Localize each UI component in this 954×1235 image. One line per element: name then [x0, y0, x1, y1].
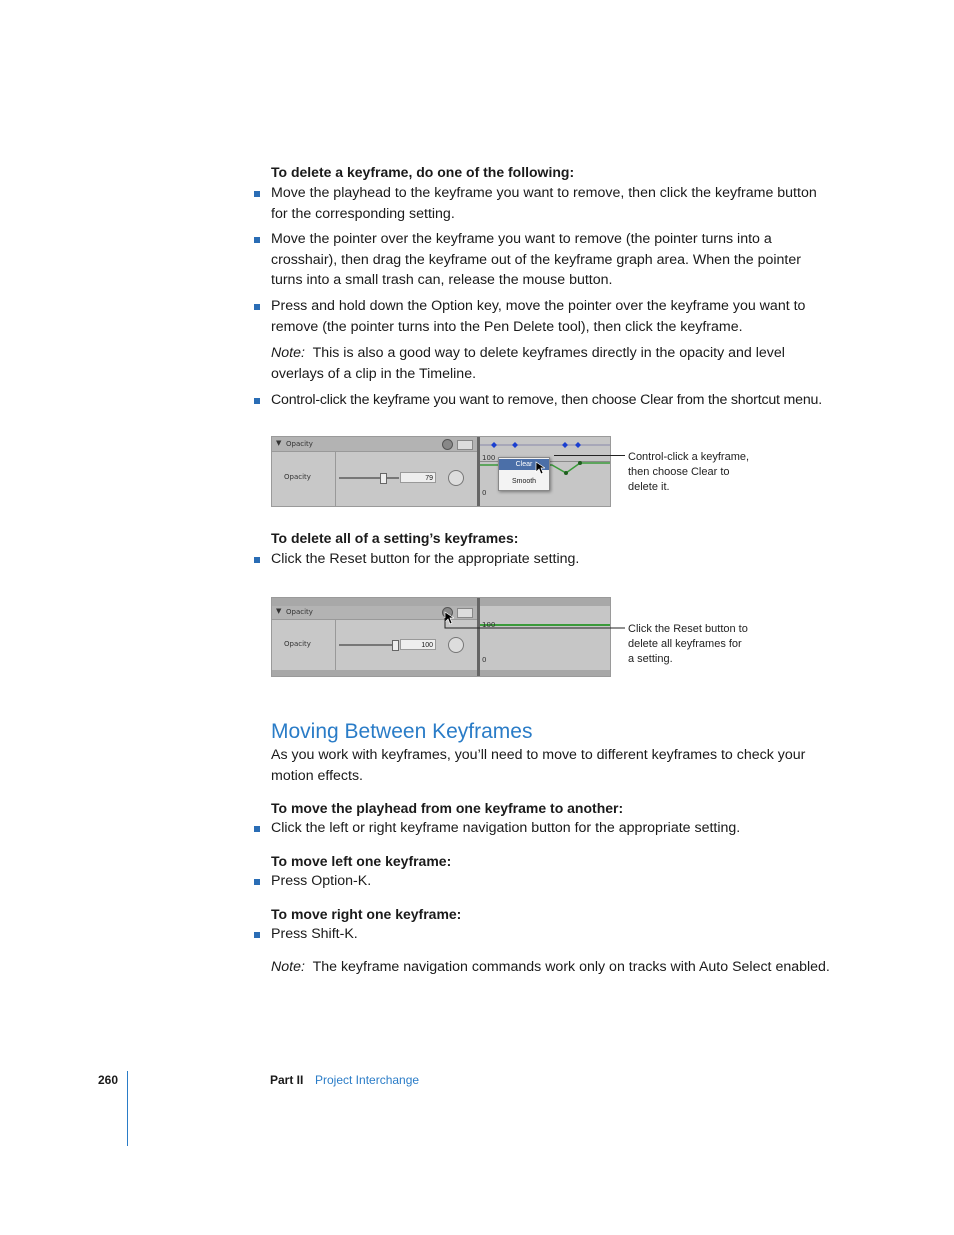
callout-line — [440, 618, 630, 634]
keyframe-marker-icon — [562, 442, 568, 448]
bullet-marker — [254, 557, 260, 563]
callout-line — [554, 455, 625, 456]
bullet-text: Move the playhead to the keyframe you want to remove, then click the keyframe button for the corresponding setting. — [271, 185, 817, 222]
keyframe-graph[interactable] — [480, 606, 610, 670]
disclosure-triangle-icon: ▼ — [276, 439, 282, 447]
bullet-marker — [254, 191, 260, 197]
bullet-marker — [254, 398, 260, 404]
note-text: The keyframe navigation commands work only on tracks with Auto Select enabled. — [312, 959, 830, 975]
graph-bottom-label: 0 — [482, 656, 487, 664]
bullet-text: Move the pointer over the keyframe you want to remove (the pointer turns into a crosshair), then drag the keyframe out of the keyframe graph area. When the pointer turns into a small trash can, release the mouse button. — [271, 231, 801, 288]
reset-button[interactable] — [442, 439, 453, 450]
column-divider — [335, 620, 336, 670]
param-header-label: Opacity — [286, 608, 313, 616]
task-heading-move-left: To move left one keyframe: — [271, 853, 452, 869]
figure-clear-keyframe — [271, 436, 611, 507]
column-divider — [335, 452, 336, 506]
slider-thumb[interactable] — [392, 640, 399, 651]
bullet-marker — [254, 932, 260, 938]
keyframe-marker-icon — [575, 442, 581, 448]
keyframe-nav-button[interactable] — [448, 470, 464, 486]
note-label: Note: — [271, 959, 305, 975]
figure-callout: Control-click a keyframe, then choose Clear to delete it. — [628, 451, 750, 493]
param-header-label: Opacity — [286, 440, 313, 448]
slider-thumb[interactable] — [380, 473, 387, 484]
bullet-marker — [254, 879, 260, 885]
note-text: This is also a good way to delete keyframes directly in the opacity and level overlays of a clip in the Timeline. — [271, 345, 785, 382]
task-heading-move-playhead: To move the playhead from one keyframe to another: — [271, 800, 624, 816]
note — [271, 957, 851, 978]
bullet-text: Click the Reset button for the appropriate setting. — [271, 551, 580, 567]
opacity-slider-track[interactable] — [339, 477, 399, 479]
note — [271, 343, 801, 384]
footer-divider — [127, 1071, 128, 1146]
bullet-text: Press Shift-K. — [271, 926, 358, 942]
value-field[interactable]: 79 — [400, 472, 436, 483]
graph-top-label: 100 — [482, 454, 496, 462]
figure-reset-button — [271, 597, 611, 677]
bullet-text: Press Option-K. — [271, 873, 372, 889]
task-heading-move-right: To move right one keyframe: — [271, 906, 462, 922]
keyframe-menu-button[interactable] — [457, 440, 473, 450]
figure-callout: Click the Reset button to delete all keyframes for a setting. — [628, 623, 748, 665]
keyframe-marker-icon — [491, 442, 497, 448]
param-row-label: Opacity — [284, 473, 311, 481]
next-param-row — [272, 670, 610, 676]
keyframe-nav-button[interactable] — [448, 637, 464, 653]
bullet-text: Press and hold down the Option key, move the pointer over the keyframe you want to remove (the pointer turns into the Pen Delete tool), then click the keyframe. — [271, 298, 806, 335]
menu-item-clear[interactable]: Clear — [499, 459, 549, 470]
note-label: Note: — [271, 345, 305, 361]
bullet-text: Control-click the keyframe you want to remove, then choose Clear from the shortcut menu. — [271, 392, 822, 408]
bullet-marker — [254, 826, 260, 832]
graph-bottom-label: 0 — [482, 489, 487, 497]
bullet-marker — [254, 237, 260, 243]
footer-chapter-link[interactable]: Project Interchange — [315, 1073, 420, 1087]
bullet-text: Click the left or right keyframe navigation button for the appropriate setting. — [271, 820, 741, 836]
task-heading-delete-all: To delete all of a setting’s keyframes: — [271, 530, 519, 546]
pointer-icon — [535, 461, 545, 475]
param-row-label: Opacity — [284, 640, 311, 648]
bullet-marker — [254, 304, 260, 310]
task-heading-delete-keyframe: To delete a keyframe, do one of the following: — [271, 164, 575, 180]
footer-part: Part II — [270, 1073, 304, 1087]
disclosure-triangle-icon: ▼ — [276, 607, 282, 615]
previous-param-row — [272, 598, 610, 606]
menu-item-smooth[interactable]: Smooth — [511, 478, 537, 485]
section-title: Moving Between Keyframes — [271, 720, 533, 743]
keyframe-marker-icon — [512, 442, 518, 448]
value-field[interactable]: 100 — [400, 639, 436, 650]
page-number: 260 — [98, 1073, 119, 1087]
section-intro: As you work with keyframes, you’ll need to move to different keyframes to check your motion effects. — [271, 747, 806, 784]
opacity-slider-track[interactable] — [339, 644, 399, 646]
graph-top-label: 100 — [482, 621, 496, 629]
keyframe-menu-button[interactable] — [457, 608, 473, 618]
